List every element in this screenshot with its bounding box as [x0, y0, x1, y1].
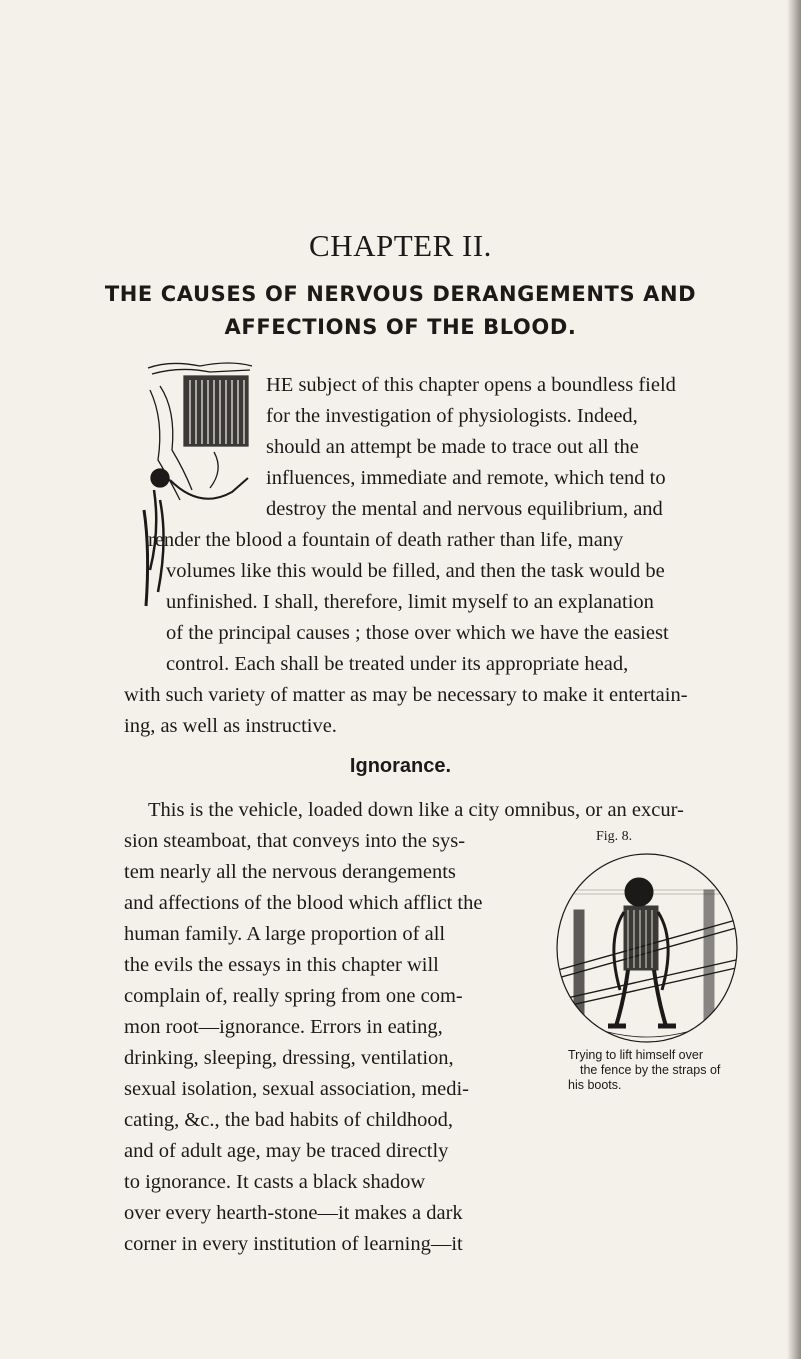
intro-line: unfinished. I shall, therefore, limit myself to an explanation — [166, 591, 654, 613]
caption-line: Trying to lift himself over — [568, 1048, 703, 1062]
intro-line: for the investigation of physiologists. Indeed, — [266, 405, 638, 427]
section-line: mon root—ignorance. Errors in eating, — [124, 1016, 443, 1038]
figure-caption — [568, 1048, 798, 1093]
intro-line: volumes like this would be filled, and then the task would be — [166, 560, 665, 582]
caption-line: his boots. — [568, 1078, 622, 1092]
section-line: sion steamboat, that conveys into the sys- — [124, 830, 466, 852]
chapter-subtitle-line-1: THE CAUSES OF NERVOUS DERANGEMENTS AND — [104, 282, 697, 306]
intro-line: destroy the mental and nervous equilibrium, and — [266, 498, 663, 520]
intro-line: should an attempt be made to trace out all the — [266, 436, 639, 458]
chapter-title: CHAPTER II. — [309, 228, 492, 263]
section-line: tem nearly all the nervous derangements — [124, 861, 456, 883]
section-line: the evils the essays in this chapter will — [124, 954, 439, 976]
intro-line: control. Each shall be treated under its appropriate head, — [166, 653, 629, 675]
section-line: and affections of the blood which afflict the — [124, 892, 483, 914]
section-line: cating, &c., the bad habits of childhood, — [124, 1109, 454, 1131]
section-line: This is the vehicle, loaded down like a city omnibus, or an excur- — [148, 799, 684, 821]
section-line: complain of, really spring from one com- — [124, 985, 463, 1007]
section-line: to ignorance. It casts a black shadow — [124, 1171, 426, 1193]
section-line: and of adult age, may be traced directly — [124, 1140, 449, 1162]
section-line: drinking, sleeping, dressing, ventilation, — [124, 1047, 454, 1069]
section-heading: Ignorance. — [349, 755, 452, 777]
figure-label: Fig. 8. — [596, 829, 633, 844]
fence-illustration — [554, 850, 740, 1045]
intro-line: influences, immediate and remote, which tend to — [266, 467, 666, 489]
chapter-subtitle-line-2: AFFECTIONS OF THE BLOOD. — [224, 315, 577, 339]
intro-line: HE subject of this chapter opens a boundless field — [266, 374, 676, 396]
intro-line: render the blood a fountain of death rather than life, many — [148, 529, 624, 551]
intro-line: with such variety of matter as may be necessary to make it entertain- — [124, 684, 688, 706]
intro-line: of the principal causes ; those over which we have the easiest — [166, 622, 669, 644]
intro-line: ing, as well as instructive. — [124, 715, 337, 737]
section-line: sexual isolation, sexual association, medi- — [124, 1078, 470, 1100]
caption-line: the fence by the straps of — [580, 1063, 721, 1077]
section-line: over every hearth-stone—it makes a dark — [124, 1202, 463, 1224]
page-edge-shadow — [787, 0, 801, 1359]
section-line: human family. A large proportion of all — [124, 923, 446, 945]
section-line: corner in every institution of learning—it — [124, 1233, 463, 1255]
